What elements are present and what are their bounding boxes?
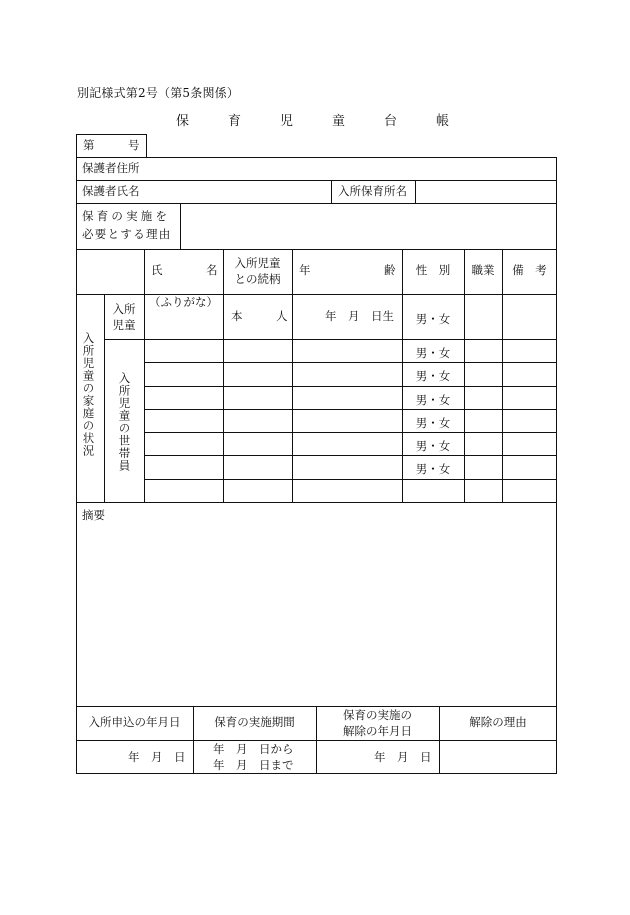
sex-option: 男・女 xyxy=(415,462,451,476)
row-divider xyxy=(76,203,557,204)
self-label-left: 本 xyxy=(231,309,243,323)
row-divider xyxy=(144,386,557,387)
application-date-header: 入所申込の年月日 xyxy=(88,715,181,729)
sex-option: 男・女 xyxy=(415,439,451,453)
number-label-right: 号 xyxy=(128,138,140,152)
header-age-left: 年 xyxy=(299,263,311,277)
reason-label-line1: 保育の実施を xyxy=(82,209,171,223)
row-divider xyxy=(144,362,557,363)
termination-date-header-line2: 解除の年月日 xyxy=(343,724,412,738)
header-relation-line1: 入所児童 xyxy=(234,256,281,270)
facility-name-label: 入所保育所名 xyxy=(338,184,407,198)
row-divider xyxy=(144,432,557,433)
guardian-address-label: 保護者住所 xyxy=(82,161,140,175)
enrolled-child-label-line1: 入所 xyxy=(112,302,136,316)
col-divider xyxy=(223,249,224,502)
family-status-label: 入所児童の家庭の状況 xyxy=(81,332,96,457)
number-label-left: 第 xyxy=(83,138,95,152)
col-divider xyxy=(464,249,465,502)
enrolled-child-label-line2: 児童 xyxy=(112,318,136,332)
header-remarks: 備 考 xyxy=(512,263,547,277)
period-from-value: 年 月 日から xyxy=(213,742,294,756)
period-to-value: 年 月 日まで xyxy=(213,758,294,772)
guardian-name-label: 保護者氏名 xyxy=(82,184,140,198)
reason-label-line2: 必要とする理由 xyxy=(82,227,172,241)
sex-option: 男・女 xyxy=(415,346,451,360)
header-name-left: 氏 xyxy=(151,263,163,277)
sex-option: 男・女 xyxy=(415,416,451,430)
header-occupation: 職業 xyxy=(471,263,495,277)
birthdate-label: 年 月 日生 xyxy=(325,309,394,323)
row-divider xyxy=(144,409,557,410)
col-divider xyxy=(292,249,293,502)
row-divider xyxy=(104,339,557,340)
termination-date-header-line1: 保育の実施の xyxy=(343,708,412,722)
header-sex: 性 別 xyxy=(415,263,451,277)
row-divider xyxy=(76,249,557,250)
furigana-label: （ふりがな） xyxy=(149,295,218,309)
sex-option: 男・女 xyxy=(415,369,451,383)
cell-divider xyxy=(415,180,416,203)
sex-option: 男・女 xyxy=(415,393,451,407)
cell-divider xyxy=(180,203,181,249)
household-members-label: 入所児童の世帯員 xyxy=(117,372,132,472)
row-divider xyxy=(144,455,557,456)
header-age-right: 齢 xyxy=(384,263,396,277)
col-divider xyxy=(144,249,145,502)
application-date-value: 年 月 日 xyxy=(128,750,186,764)
summary-label: 摘要 xyxy=(82,508,105,522)
row-divider xyxy=(144,479,557,480)
form-label: 別記様式第2号（第5条関係） xyxy=(77,86,240,100)
row-divider xyxy=(76,502,557,503)
self-label-right: 人 xyxy=(276,309,288,323)
termination-date-value: 年 月 日 xyxy=(374,750,432,764)
care-period-header: 保育の実施期間 xyxy=(214,715,295,729)
termination-reason-header: 解除の理由 xyxy=(469,715,527,729)
cell-divider xyxy=(331,180,332,203)
header-name-right: 名 xyxy=(206,263,218,277)
col-divider xyxy=(502,249,503,502)
header-relation-line2: との続柄 xyxy=(234,272,281,286)
document-title: 保 育 児 童 台 帳 xyxy=(175,114,462,129)
row-divider xyxy=(76,180,557,181)
sex-option: 男・女 xyxy=(415,312,451,326)
